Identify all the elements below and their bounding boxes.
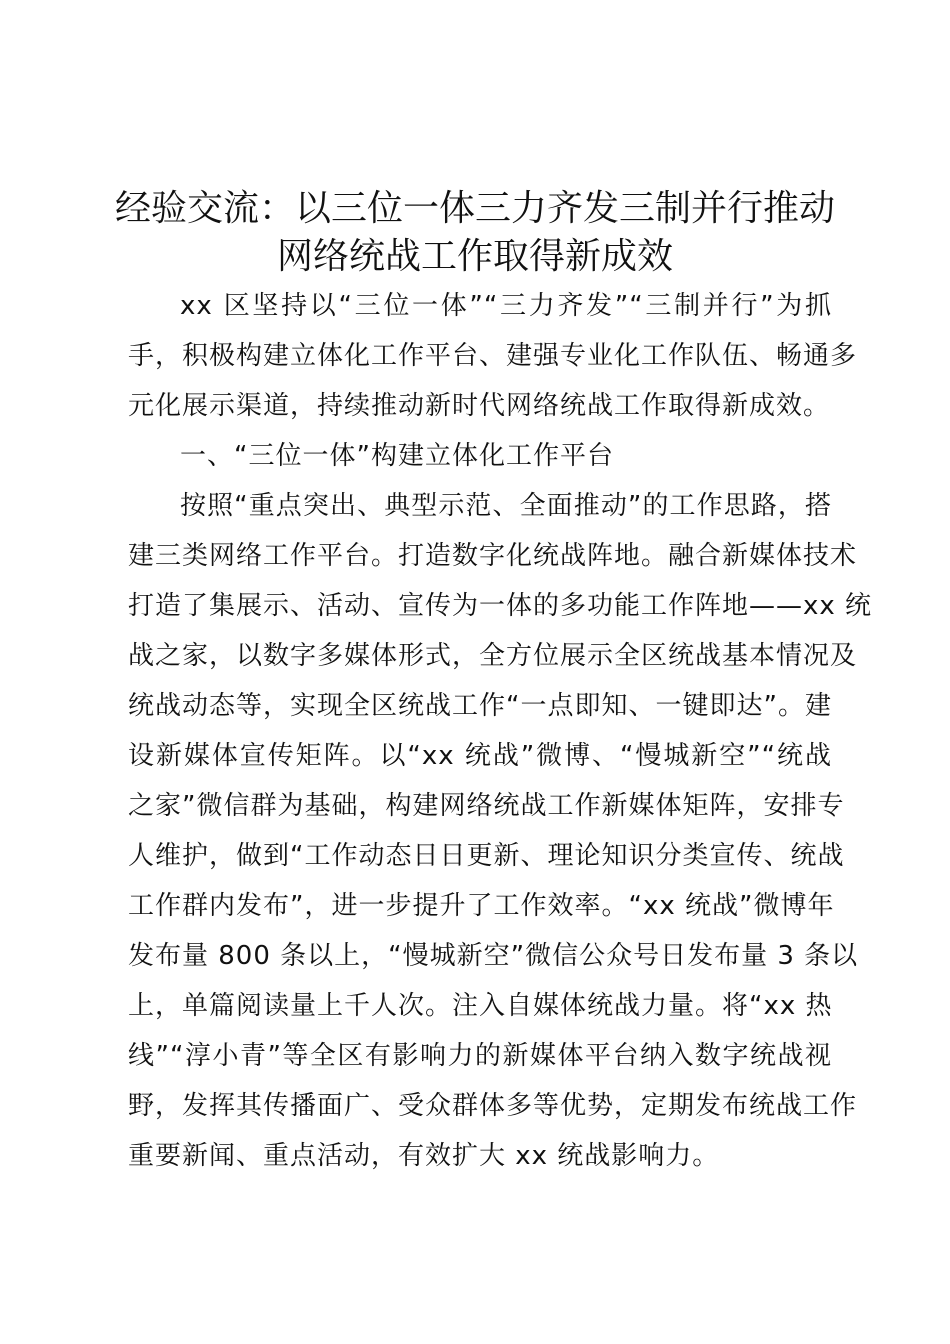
body-line-6: 设新媒体宣传矩阵。以“xx 统战”微博、“慢城新空”“统战	[128, 741, 832, 771]
body-line-9: 工作群内发布”，进一步提升了工作效率。“xx 统战”微博年	[128, 891, 835, 921]
body-line-13: 野，发挥其传播面广、受众群体多等优势，定期发布统战工作	[128, 1091, 858, 1121]
intro-line-1: xx 区坚持以“三位一体”“三力齐发”“三制并行”为抓	[180, 291, 832, 321]
document-title-line-1: 经验交流：以三位一体三力齐发三制并行推动	[114, 188, 835, 229]
body-line-3: 打造了集展示、活动、宣传为一体的多功能工作阵地——xx 统	[128, 591, 873, 621]
body-line-11: 上，单篇阅读量上千人次。注入自媒体统战力量。将“xx 热	[128, 991, 833, 1021]
body-line-4: 战之家，以数字多媒体形式，全方位展示全区统战基本情况及	[128, 641, 858, 671]
body-line-8: 人维护，做到“工作动态日日更新、理论知识分类宣传、统战	[128, 841, 845, 871]
body-line-10: 发布量 800 条以上，“慢城新空”微信公众号日发布量 3 条以	[128, 941, 859, 971]
body-line-14: 重要新闻、重点活动，有效扩大 xx 统战影响力。	[128, 1141, 720, 1171]
body-line-12: 线”“淳小青”等全区有影响力的新媒体平台纳入数字统战视	[128, 1041, 832, 1071]
body-line-5: 统战动态等，实现全区统战工作“一点即知、一键即达”。建	[128, 691, 832, 721]
body-line-2: 建三类网络工作平台。打造数字化统战阵地。融合新媒体技术	[128, 541, 858, 571]
body-line-1: 按照“重点突出、典型示范、全面推动”的工作思路，搭	[180, 491, 832, 521]
section-heading: 一、“三位一体”构建立体化工作平台	[180, 441, 614, 471]
intro-line-2: 手，积极构建立体化工作平台、建强专业化工作队伍、畅通多	[128, 341, 858, 371]
document-title-line-2: 网络统战工作取得新成效	[276, 236, 673, 277]
intro-line-3: 元化展示渠道，持续推动新时代网络统战工作取得新成效。	[128, 391, 831, 421]
body-line-7: 之家”微信群为基础，构建网络统战工作新媒体矩阵，安排专	[128, 791, 845, 821]
